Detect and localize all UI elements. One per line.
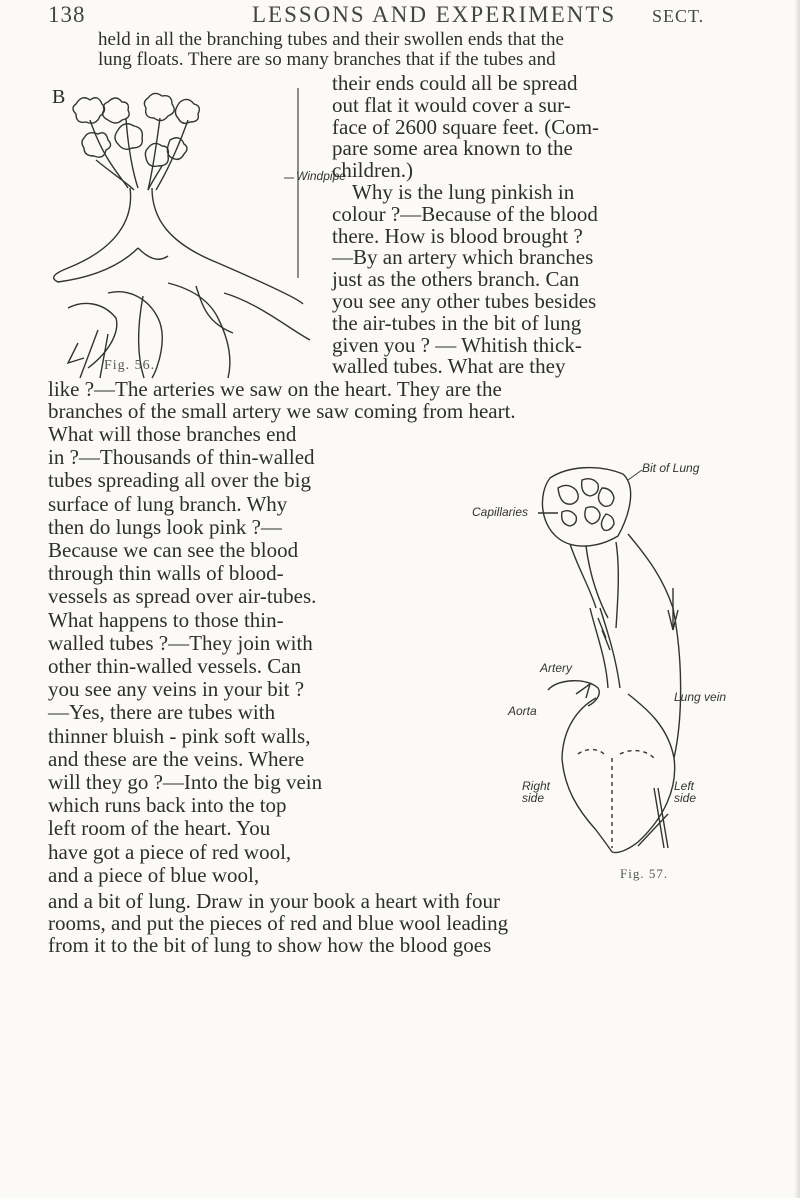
right-side-label-line: Right [522,779,551,793]
section-label: SECT. [652,6,705,26]
heart-lung-circulation-illustration [478,458,750,918]
text-line: colour ?—Because of the blood [332,201,598,226]
text-line: and a bit of lung. Draw in your book a heart with four [48,889,500,913]
page-edge-shadow [794,0,800,1198]
text-line: through thin walls of blood- [48,561,284,586]
left-side-label [674,780,696,804]
artery-label: Artery [540,661,573,675]
text-line: pare some area known to the [332,136,573,161]
text-line: their ends could all be spread [332,71,578,95]
text-line: given you ? — Whitish thick- [332,332,582,357]
text-line: the air-tubes in the bit of lung [332,310,582,335]
text-line: you see any veins in your bit ? [48,677,305,702]
figure-57-caption: Fig. 57. [620,866,669,881]
text-line: walled tubes ?—They join with [48,630,313,655]
text-line: lung floats. There are so many branches that if the tubes and [98,49,556,70]
text-line: —Yes, there are tubes with [48,700,276,725]
text-line: from it to the bit of lung to show how the blood goes [48,932,492,957]
text-line: other thin-walled vessels. Can [48,654,302,679]
windpipe-label: Windpipe [296,169,346,183]
text-line: thinner bluish - pink soft walls, [48,723,311,748]
figure-57 [472,458,750,918]
text-line: like ?—The arteries we saw on the heart. They are the [48,377,502,401]
paragraph-bottom [48,891,508,956]
text-line: just as the others branch. Can [332,267,580,292]
text-line: will they go ?—Into the big vein [48,770,323,795]
text-line: face of 2600 square feet. (Com- [332,114,600,139]
paragraph-left-column [48,423,322,887]
text-line: have got a piece of red wool, [48,839,292,864]
paragraph-right-column [332,73,599,378]
right-side-label-line: side [522,791,545,805]
text-line: tubes spreading all over the big [48,468,312,493]
left-side-label-line: side [674,791,697,805]
text-line: vessels as spread over air-tubes. [48,584,317,609]
text-line: then do lungs look pink ?— [48,514,282,539]
text-line: in ?—Thousands of thin-walled [48,445,315,470]
figure-56-letter: B [52,86,66,108]
text-line: branches of the small artery we saw coming from heart. [48,398,516,423]
text-line: surface of lung branch. Why [48,491,288,516]
text-line: children.) [332,158,414,183]
text-line: out flat it would cover a sur- [332,92,571,117]
text-line: What happens to those thin- [48,607,284,632]
text-line: walled tubes. What are they [332,354,566,379]
right-side-label [522,780,550,804]
text-line: and a piece of blue wool, [48,862,260,887]
text-line: rooms, and put the pieces of red and blue wool leading [48,910,509,935]
text-line: which runs back into the top [48,793,287,818]
page-number: 138 [48,2,86,27]
text-line: Why is the lung pinkish in [352,179,575,204]
figure-56 [48,78,346,388]
text-line: —By an artery which branches [332,245,594,270]
aorta-label: Aorta [508,704,537,718]
windpipe-branching-illustration [48,78,338,388]
running-title: LESSONS AND EXPERIMENTS [252,2,617,27]
text-line: there. How is blood brought ? [332,223,583,248]
text-line: you see any other tubes besides [332,288,597,313]
paragraph-top [98,30,564,70]
figure-56-caption: Fig. 56. [104,358,156,373]
text-line: What will those branches end [48,422,297,446]
paragraph-full-mid [48,379,516,423]
text-line: Because we can see the blood [48,538,299,563]
text-line: left room of the heart. You [48,816,271,841]
left-side-label-line: Left [674,779,695,793]
text-line: held in all the branching tubes and their swollen ends that the [98,29,564,50]
capillaries-label: Capillaries [472,505,529,519]
text-line: and these are the veins. Where [48,746,305,771]
bit-of-lung-label: Bit of Lung [642,461,700,475]
lung-vein-label: Lung vein [674,690,727,704]
